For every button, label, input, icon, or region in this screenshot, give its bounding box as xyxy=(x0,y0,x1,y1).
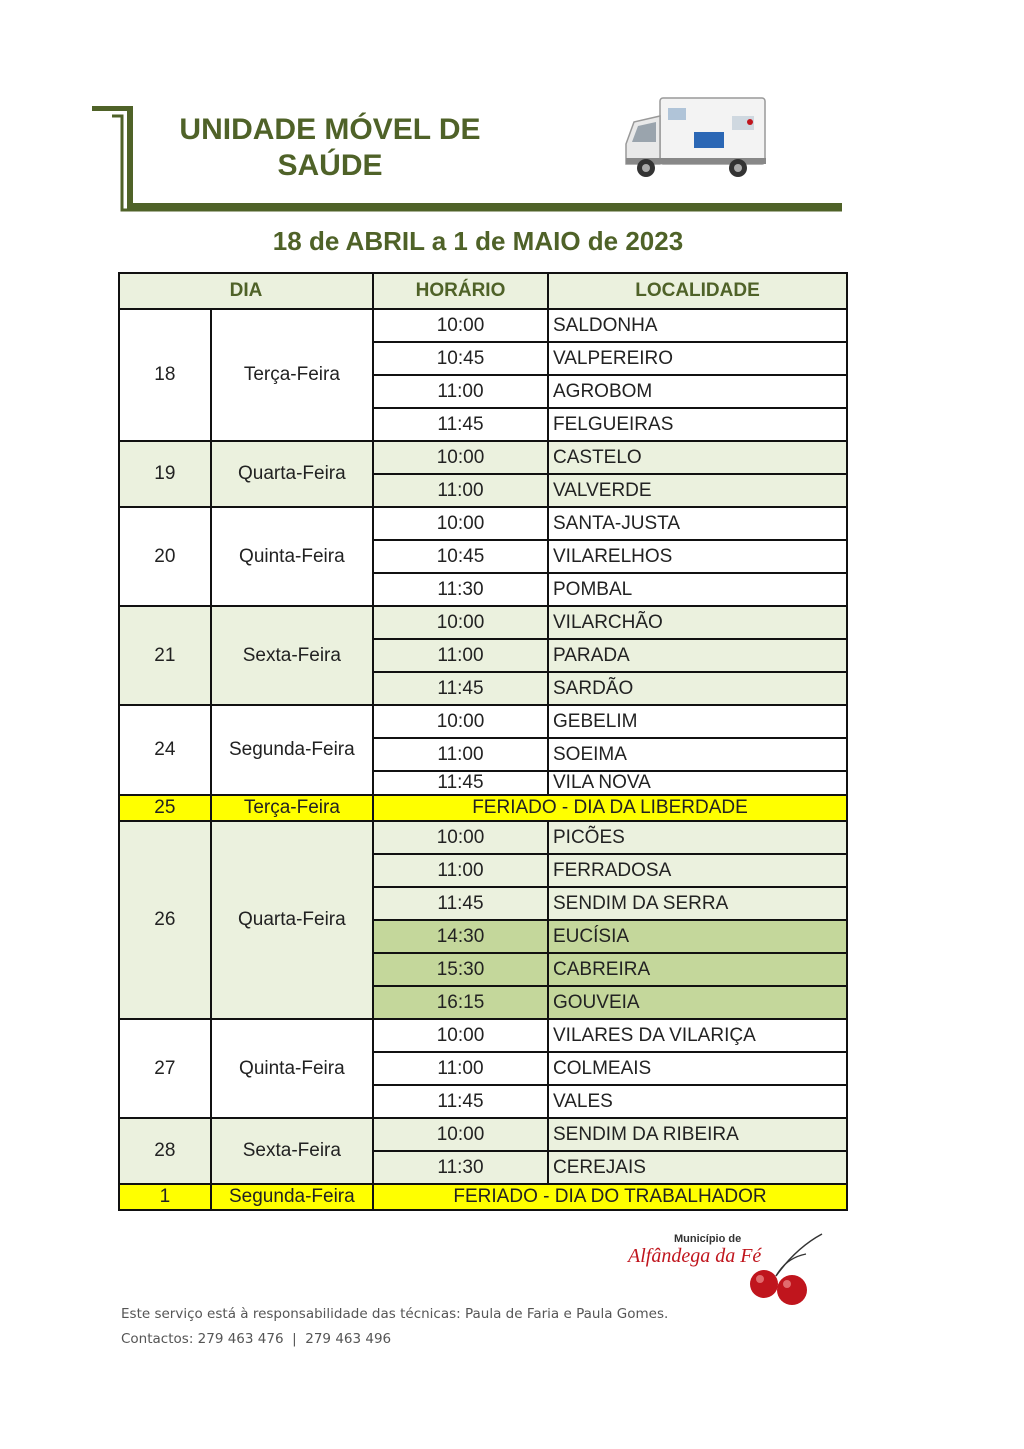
location-cell: CASTELO xyxy=(548,441,847,474)
table-row xyxy=(119,507,847,540)
location-cell: VILARELHOS xyxy=(548,540,847,573)
municipality-logo xyxy=(626,1228,832,1308)
column-header-day: DIA xyxy=(119,273,373,309)
logo-text-line1: Município de xyxy=(674,1233,742,1245)
holiday-row xyxy=(119,1184,847,1210)
column-header-time: HORÁRIO xyxy=(373,273,548,309)
location-cell: VILA NOVA xyxy=(548,771,847,795)
time-cell: 11:45 xyxy=(373,408,548,441)
location-cell: CEREJAIS xyxy=(548,1151,847,1184)
holiday-row xyxy=(119,795,847,821)
holiday-label: FERIADO - DIA DA LIBERDADE xyxy=(373,795,847,821)
time-cell: 10:00 xyxy=(373,705,548,738)
logo-text-line2: Alfândega da Fé xyxy=(628,1245,762,1267)
time-cell: 11:30 xyxy=(373,573,548,606)
weekday: Quarta-Feira xyxy=(211,821,373,1019)
schedule-table xyxy=(118,272,848,1211)
location-cell: VALVERDE xyxy=(548,474,847,507)
location-cell: AGROBOM xyxy=(548,375,847,408)
day-number: 28 xyxy=(119,1118,211,1184)
location-cell: VALES xyxy=(548,1085,847,1118)
time-cell: 11:30 xyxy=(373,1151,548,1184)
date-range-heading: 18 de ABRIL a 1 de MAIO de 2023 xyxy=(272,226,684,256)
location-cell: COLMEAIS xyxy=(548,1052,847,1085)
location-cell: VILARES DA VILARIÇA xyxy=(548,1019,847,1052)
table-row xyxy=(119,1019,847,1052)
time-cell: 10:00 xyxy=(373,606,548,639)
time-cell: 11:00 xyxy=(373,738,548,771)
location-cell: VILARCHÃO xyxy=(548,606,847,639)
weekday: Terça-Feira xyxy=(211,309,373,441)
location-cell: FERRADOSA xyxy=(548,854,847,887)
day-number: 27 xyxy=(119,1019,211,1118)
location-cell: VALPEREIRO xyxy=(548,342,847,375)
time-cell: 16:15 xyxy=(373,986,548,1019)
table-row xyxy=(119,309,847,342)
location-cell: GEBELIM xyxy=(548,705,847,738)
weekday: Segunda-Feira xyxy=(211,705,373,795)
location-cell: CABREIRA xyxy=(548,953,847,986)
page-title: UNIDADE MÓVEL DE SAÚDE xyxy=(179,113,481,182)
holiday-label: FERIADO - DIA DO TRABALHADOR xyxy=(373,1184,847,1210)
weekday: Terça-Feira xyxy=(211,795,373,821)
column-header-location: LOCALIDADE xyxy=(548,273,847,309)
weekday: Segunda-Feira xyxy=(211,1184,373,1210)
time-cell: 11:00 xyxy=(373,854,548,887)
time-cell: 11:45 xyxy=(373,887,548,920)
time-cell: 10:45 xyxy=(373,540,548,573)
time-cell: 15:30 xyxy=(373,953,548,986)
weekday: Quarta-Feira xyxy=(211,441,373,507)
day-number: 26 xyxy=(119,821,211,1019)
location-cell: POMBAL xyxy=(548,573,847,606)
time-cell: 10:00 xyxy=(373,309,548,342)
table-row xyxy=(119,1118,847,1151)
location-cell: SENDIM DA RIBEIRA xyxy=(548,1118,847,1151)
time-cell: 11:00 xyxy=(373,1052,548,1085)
day-number: 21 xyxy=(119,606,211,705)
weekday: Quinta-Feira xyxy=(211,1019,373,1118)
location-cell: EUCÍSIA xyxy=(548,920,847,953)
day-number: 19 xyxy=(119,441,211,507)
location-cell: SANTA-JUSTA xyxy=(548,507,847,540)
location-cell: FELGUEIRAS xyxy=(548,408,847,441)
time-cell: 11:45 xyxy=(373,672,548,705)
location-cell: PICÕES xyxy=(548,821,847,854)
day-number: 25 xyxy=(119,795,211,821)
location-cell: PARADA xyxy=(548,639,847,672)
time-cell: 11:00 xyxy=(373,639,548,672)
time-cell: 10:00 xyxy=(373,1118,548,1151)
time-cell: 10:00 xyxy=(373,507,548,540)
schedule-body xyxy=(119,309,847,1210)
time-cell: 11:00 xyxy=(373,375,548,408)
day-number: 18 xyxy=(119,309,211,441)
time-cell: 11:45 xyxy=(373,1085,548,1118)
ambulance-van-image xyxy=(620,92,770,184)
table-row xyxy=(119,705,847,738)
weekday: Sexta-Feira xyxy=(211,606,373,705)
table-row xyxy=(119,606,847,639)
location-cell: GOUVEIA xyxy=(548,986,847,1019)
location-cell: SOEIMA xyxy=(548,738,847,771)
footer-contacts-text: Contactos: 279 463 476 | 279 463 496 xyxy=(121,1331,392,1347)
time-cell: 14:30 xyxy=(373,920,548,953)
time-cell: 10:00 xyxy=(373,821,548,854)
day-number: 1 xyxy=(119,1184,211,1210)
weekday: Sexta-Feira xyxy=(211,1118,373,1184)
location-cell: SARDÃO xyxy=(548,672,847,705)
footer-responsible-text: Este serviço está à responsabilidade das técnicas: Paula de Faria e Paula Gomes. xyxy=(121,1306,669,1322)
time-cell: 11:00 xyxy=(373,474,548,507)
table-row xyxy=(119,821,847,854)
weekday: Quinta-Feira xyxy=(211,507,373,606)
time-cell: 11:45 xyxy=(373,771,548,795)
location-cell: SENDIM DA SERRA xyxy=(548,887,847,920)
time-cell: 10:00 xyxy=(373,1019,548,1052)
table-row xyxy=(119,441,847,474)
time-cell: 10:45 xyxy=(373,342,548,375)
day-number: 20 xyxy=(119,507,211,606)
day-number: 24 xyxy=(119,705,211,795)
time-cell: 10:00 xyxy=(373,441,548,474)
location-cell: SALDONHA xyxy=(548,309,847,342)
